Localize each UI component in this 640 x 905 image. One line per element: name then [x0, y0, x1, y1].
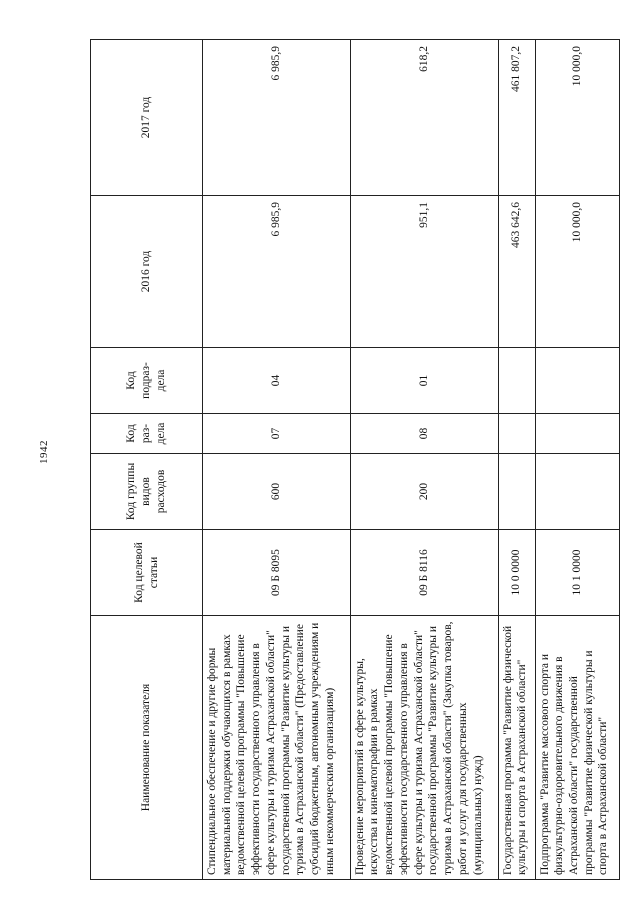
row-name: Проведение мероприятий в сфере культуры, искусства и кинематографии в рамках ведомственной целевой программы "Повышение эффективности государственного управления в сфере культуры и туризма Астраханской области" государственной программы "Развитие культуры и туризма в Астраханской области" (Закупка товаров, работ и услуг для государственных (муниципальных) нужд) — [350, 616, 498, 880]
row-name: Стипендиальное обеспечение и другие формы материальной поддержки обучающихся в рамках ведомственной целевой программы "Повышение эффективности государственного управления в сфере культуры и туризма Астраханской области" государственной программы "Развитие культуры и туризма в Астраханской области" (Предоставление субсидий бюджетным, автономным учреждениям и иным некоммерческим организациям) — [203, 616, 351, 880]
row-target-code: 09 Б 8095 — [203, 530, 351, 616]
header-year-2017: 2017 год — [91, 40, 203, 196]
row-subsection: 01 — [350, 348, 498, 414]
row-section: 08 — [350, 414, 498, 454]
row-section: 07 — [203, 414, 351, 454]
header-target-code: Код целевой статьи — [91, 530, 203, 616]
header-year-2016: 2016 год — [91, 196, 203, 348]
row-value-2016: 951,1 — [350, 196, 498, 348]
rotated-table-container — [90, 40, 620, 880]
row-value-2017: 618,2 — [350, 40, 498, 196]
row-value-2016: 463 642,6 — [498, 196, 535, 348]
row-name: Государственная программа "Развитие физической культуры и спорта в Астраханской области" — [498, 616, 535, 880]
table-row — [498, 40, 535, 880]
row-target-code: 10 1 0000 — [535, 530, 620, 616]
budget-table — [90, 39, 620, 880]
row-section — [498, 414, 535, 454]
header-row — [91, 40, 203, 880]
row-expense-group — [535, 454, 620, 530]
row-expense-group: 200 — [350, 454, 498, 530]
row-subsection — [498, 348, 535, 414]
header-subsection-code: Код подраз-дела — [91, 348, 203, 414]
row-expense-group: 600 — [203, 454, 351, 530]
row-value-2017: 461 807,2 — [498, 40, 535, 196]
table-row — [350, 40, 498, 880]
row-value-2017: 6 985,9 — [203, 40, 351, 196]
row-subsection — [535, 348, 620, 414]
page-number: 1942 — [38, 440, 50, 464]
row-section — [535, 414, 620, 454]
header-expense-group-code: Код группы видов расходов — [91, 454, 203, 530]
header-section-code: Код раз-дела — [91, 414, 203, 454]
row-value-2017: 10 000,0 — [535, 40, 620, 196]
row-name: Подпрограмма "Развитие массового спорта и физкультурно-оздоровительного движения в Астраханской области" государственной программы "Развитие физической культуры и спорта в Астраханской области" — [535, 616, 620, 880]
row-value-2016: 10 000,0 — [535, 196, 620, 348]
row-target-code: 09 Б 8116 — [350, 530, 498, 616]
row-target-code: 10 0 0000 — [498, 530, 535, 616]
table-row — [203, 40, 351, 880]
row-subsection: 04 — [203, 348, 351, 414]
header-name: Наименование показателя — [91, 616, 203, 880]
row-value-2016: 6 985,9 — [203, 196, 351, 348]
table-row — [535, 40, 620, 880]
row-expense-group — [498, 454, 535, 530]
